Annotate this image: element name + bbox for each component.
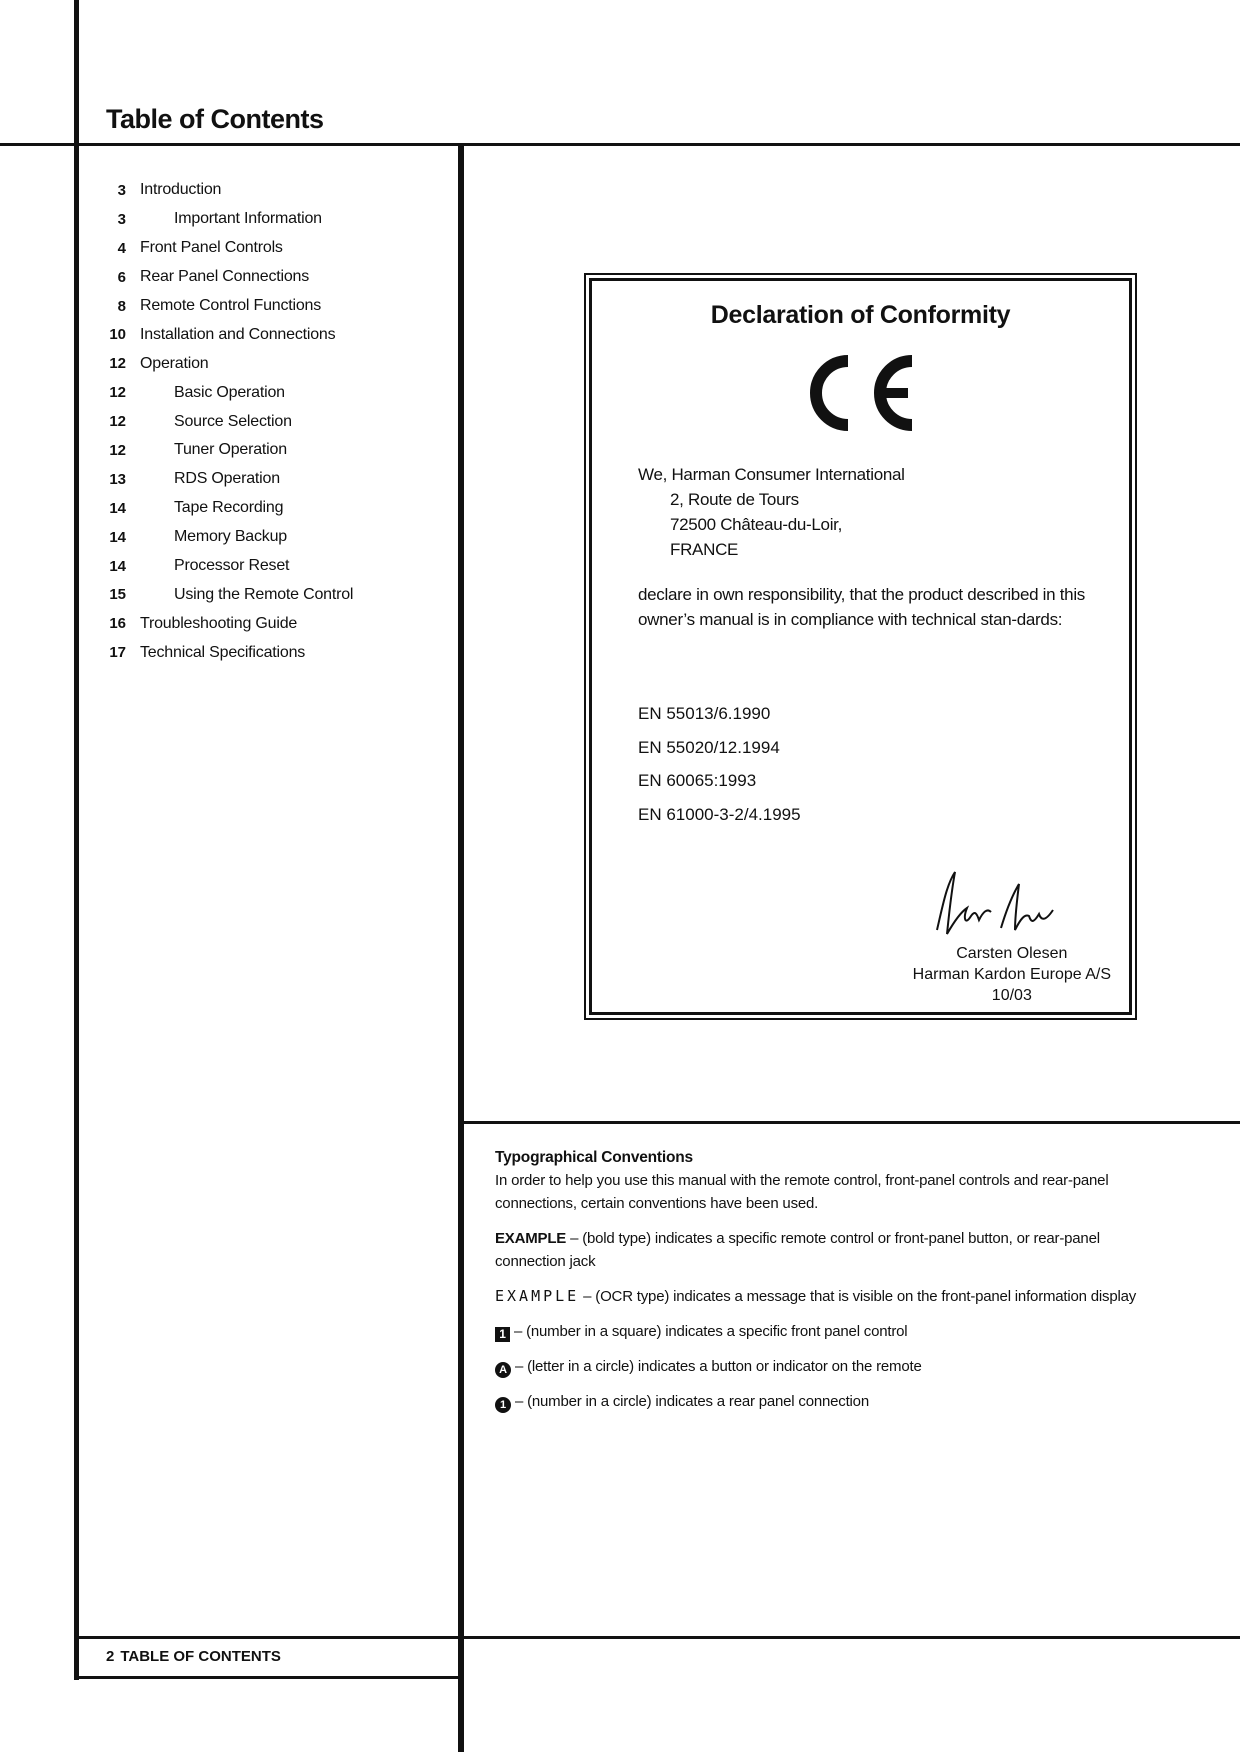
toc-entry[interactable]	[90, 494, 450, 523]
toc-page-number: 3	[117, 210, 126, 228]
left-margin-rule	[74, 0, 79, 1680]
toc-entry-label: Technical Specifications	[140, 643, 306, 661]
standard-item: EN 60065:1993	[638, 771, 757, 790]
declaration-title: Declaration of Conformity	[710, 301, 1011, 329]
toc-entry-label: Introduction	[140, 181, 222, 199]
toc-entry-label: Processor Reset	[174, 557, 290, 575]
standard-item: EN 61000-3-2/4.1995	[638, 804, 801, 824]
column-divider-rule	[458, 145, 464, 1752]
number-square-icon: 1	[495, 1327, 510, 1342]
toc-page-number: 14	[109, 557, 126, 575]
toc-entry-label: Source Selection	[174, 412, 292, 430]
manufacturer-address	[638, 462, 905, 562]
toc-page-number: 3	[117, 181, 126, 199]
toc-page-number: 12	[109, 355, 126, 373]
footer-page-number: 2	[106, 1648, 115, 1665]
toc-page-number: 4	[117, 239, 126, 257]
toc-entry-label: Troubleshooting Guide	[140, 614, 298, 632]
toc-entry[interactable]	[90, 407, 450, 436]
toc-page-number: 16	[109, 615, 126, 633]
toc-page-number: 14	[109, 499, 126, 517]
footer-bottom-rule	[74, 1676, 462, 1679]
address-line: FRANCE	[670, 540, 739, 559]
footer-section-label: TABLE OF CONTENTS	[120, 1648, 281, 1665]
toc-entry-label: Remote Control Functions	[140, 297, 322, 314]
ce-mark-icon	[796, 349, 920, 437]
toc-entry-label: Tuner Operation	[174, 441, 287, 459]
standard-item: EN 55013/6.1990	[638, 704, 771, 723]
declaration-date: 10/03	[991, 987, 1032, 1004]
standards-list	[638, 697, 801, 831]
toc-entry-label: RDS Operation	[174, 470, 280, 488]
toc-page-number: 8	[117, 297, 126, 315]
convention-ocr: EXAMPLE – (OCR type) indicates a message that is visible on the front-panel information display	[495, 1287, 1137, 1305]
convention-number-circle: 1 – (number in a circle) indicates a rear panel connection	[495, 1390, 1160, 1413]
toc-entry[interactable]	[90, 205, 450, 234]
toc-page-number: 10	[109, 326, 126, 344]
toc-entry[interactable]	[90, 552, 450, 581]
toc-entry[interactable]	[90, 263, 450, 292]
letter-circle-icon: A	[495, 1362, 511, 1378]
toc-entry[interactable]	[90, 349, 450, 378]
ocr-example-word: EXAMPLE	[495, 1287, 580, 1305]
toc-page-number: 15	[109, 586, 126, 604]
convention-square: 1 – (number in a square) indicates a specific front panel control	[495, 1320, 1160, 1343]
toc-entry[interactable]	[90, 609, 450, 638]
toc-entry-label: Front Panel Controls	[140, 239, 283, 257]
toc-entry[interactable]	[90, 465, 450, 494]
toc-entry[interactable]	[90, 436, 450, 465]
toc-entry-label: Important Information	[174, 210, 322, 228]
toc-entry-label: Using the Remote Control	[174, 585, 354, 603]
declaration-inner-frame	[589, 278, 1132, 1015]
toc-entry[interactable]	[90, 523, 450, 552]
signer-company: Harman Kardon Europe A/S	[912, 966, 1111, 983]
declaration-statement: declare in own responsibility, that the product described in this owner’s manual is in compliance with technical stan-dards:	[638, 585, 1085, 629]
toc-entry[interactable]	[90, 638, 450, 667]
toc-entry-label: Installation and Connections	[140, 325, 336, 343]
toc-entry-label: Basic Operation	[174, 383, 285, 401]
toc-entry[interactable]	[90, 176, 450, 205]
address-line: We, Harman Consumer International	[638, 465, 905, 484]
toc-entry[interactable]	[90, 378, 450, 407]
toc-page-number: 13	[109, 470, 126, 488]
page-footer	[106, 1648, 281, 1665]
toc-page-number: 12	[109, 441, 126, 459]
conventions-heading: Typographical Conventions	[495, 1149, 693, 1166]
toc-page-number: 6	[117, 268, 126, 286]
toc-list	[90, 176, 450, 667]
convention-letter-circle: A – (letter in a circle) indicates a button or indicator on the remote	[495, 1355, 1160, 1378]
toc-entry[interactable]	[90, 320, 450, 349]
toc-entry-label: Tape Recording	[174, 499, 284, 517]
toc-entry[interactable]	[90, 580, 450, 609]
number-circle-icon: 1	[495, 1397, 511, 1413]
toc-entry-label: Rear Panel Connections	[140, 268, 310, 286]
toc-entry[interactable]	[90, 234, 450, 263]
toc-page-number: 12	[109, 413, 126, 431]
address-line: 72500 Château-du-Loir,	[670, 515, 843, 534]
standard-item: EN 55020/12.1994	[638, 737, 780, 757]
declaration-of-conformity-box	[584, 273, 1137, 1020]
bold-example-word: EXAMPLE	[495, 1230, 567, 1247]
convention-bold: EXAMPLE – (bold type) indicates a specific remote control or front-panel button, or rear-panel connection jack	[495, 1230, 1100, 1270]
toc-entry[interactable]	[90, 292, 450, 321]
signature-icon	[933, 864, 1057, 940]
signer-block	[913, 943, 1111, 1006]
toc-entry-label: Memory Backup	[174, 528, 287, 546]
typographical-conventions	[495, 1146, 1160, 1425]
toc-page-number: 14	[109, 528, 126, 546]
toc-entry-label: Operation	[140, 354, 209, 372]
toc-page-number: 12	[109, 384, 126, 402]
footer-rule	[74, 1636, 1240, 1639]
signer-name: Carsten Olesen	[956, 945, 1068, 962]
conventions-rule	[462, 1121, 1240, 1124]
conventions-intro: In order to help you use this manual with the remote control, front-panel controls and rear-panel connections, certain conventions have been used.	[495, 1172, 1109, 1212]
address-line: 2, Route de Tours	[670, 490, 799, 509]
header-rule	[0, 143, 1240, 146]
toc-page-number: 17	[109, 644, 126, 662]
page-title: Table of Contents	[106, 104, 324, 134]
